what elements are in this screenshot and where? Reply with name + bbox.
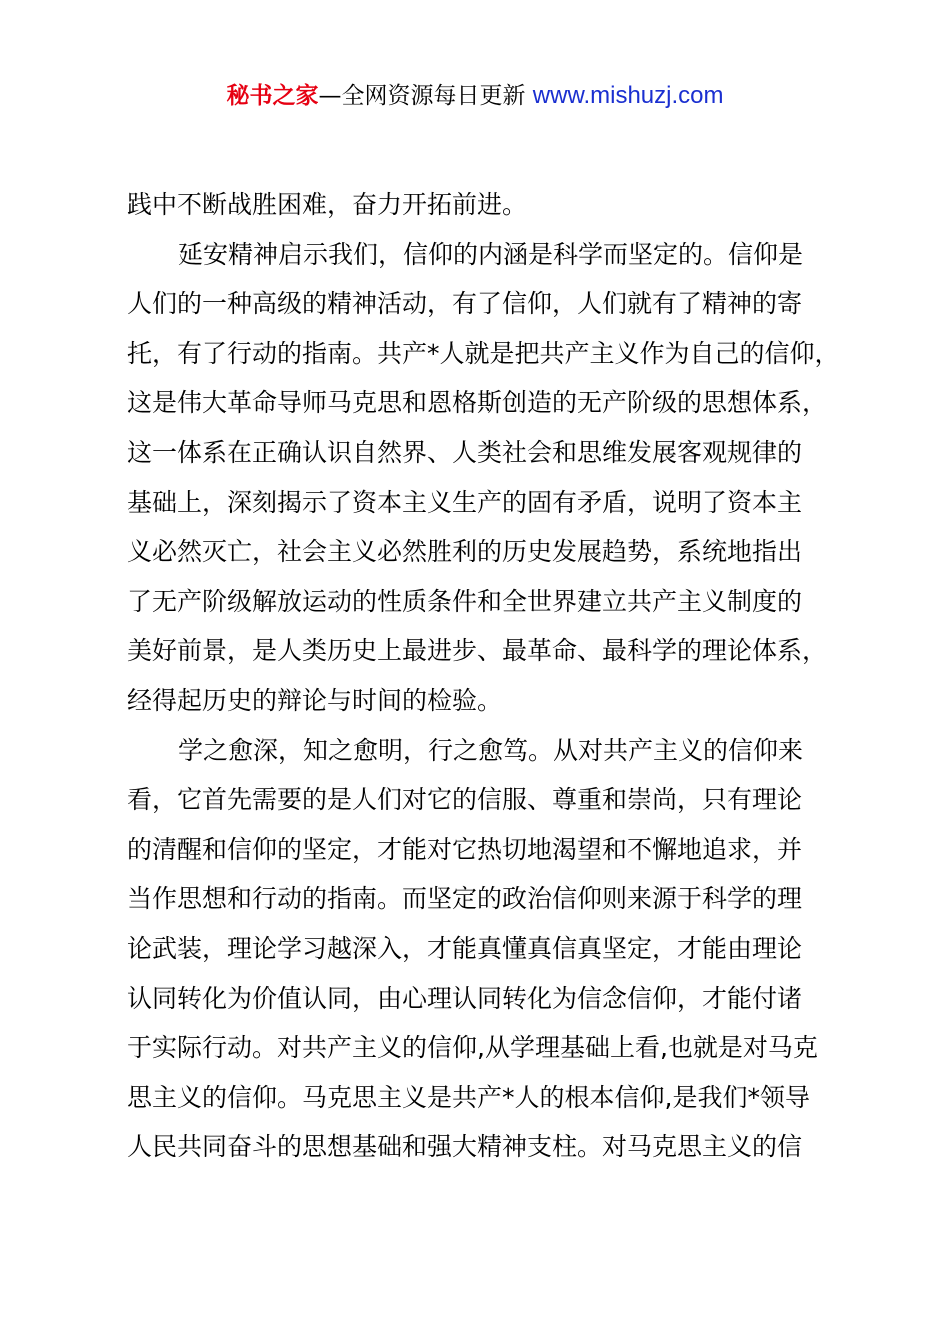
paragraph-start-line: 延安精神启示我们，信仰的内涵是科学而坚定的。信仰是 [178, 239, 804, 269]
paragraph-start-line: 学之愈深，知之愈明，行之愈笃。从对共产主义的信仰来 [178, 735, 804, 765]
text-line: 当作思想和行动的指南。而坚定的政治信仰则来源于科学的理 [127, 884, 803, 914]
site-url-link[interactable]: www.mishuzj.com [532, 82, 724, 109]
text-line: 义必然灭亡，社会主义必然胜利的历史发展趋势，系统地指出 [127, 537, 803, 567]
text-line: 践中不断战胜困难，奋力开拓前进。 [127, 190, 528, 219]
site-header [0, 80, 950, 112]
site-tagline: —全网资源每日更新 [318, 83, 533, 109]
text-line: 看，它首先需要的是人们对它的信服、尊重和崇尚，只有理论 [127, 785, 803, 815]
text-line: 论武装，理论学习越深入，才能真懂真信真坚定，才能由理论 [127, 933, 803, 963]
text-line: 了无产阶级解放运动的性质条件和全世界建立共产主义制度的 [127, 586, 803, 616]
text-line: 认同转化为价值认同，由心理认同转化为信念信仰，才能付诸 [127, 983, 803, 1013]
text-line: 基础上，深刻揭示了资本主义生产的固有矛盾，说明了资本主 [127, 487, 803, 517]
text-line: 于实际行动。对共产主义的信仰,从学理基础上看,也就是对马克 [127, 1033, 818, 1063]
site-brand: 秘书之家 [226, 83, 319, 109]
document-body [127, 180, 840, 1172]
text-line: 人民共同奋斗的思想基础和强大精神支柱。对马克思主义的信 [127, 1132, 803, 1162]
text-line: 思主义的信仰。马克思主义是共产*人的根本信仰,是我们*领导 [127, 1082, 810, 1112]
text-line: 托，有了行动的指南。共产*人就是把共产主义作为自己的信仰， [127, 338, 840, 368]
text-line: 这一体系在正确认识自然界、人类社会和思维发展客观规律的 [127, 437, 803, 467]
text-line: 经得起历史的辩论与时间的检验。 [127, 685, 503, 715]
text-line: 人们的一种高级的精神活动，有了信仰，人们就有了精神的寄 [127, 289, 803, 319]
text-line: 的清醒和信仰的坚定，才能对它热切地渴望和不懈地追求，并 [127, 834, 803, 864]
text-line: 美好前景，是人类历史上最进步、最革命、最科学的理论体系， [127, 636, 828, 666]
text-line: 这是伟大革命导师马克思和恩格斯创造的无产阶级的思想体系， [127, 388, 828, 418]
